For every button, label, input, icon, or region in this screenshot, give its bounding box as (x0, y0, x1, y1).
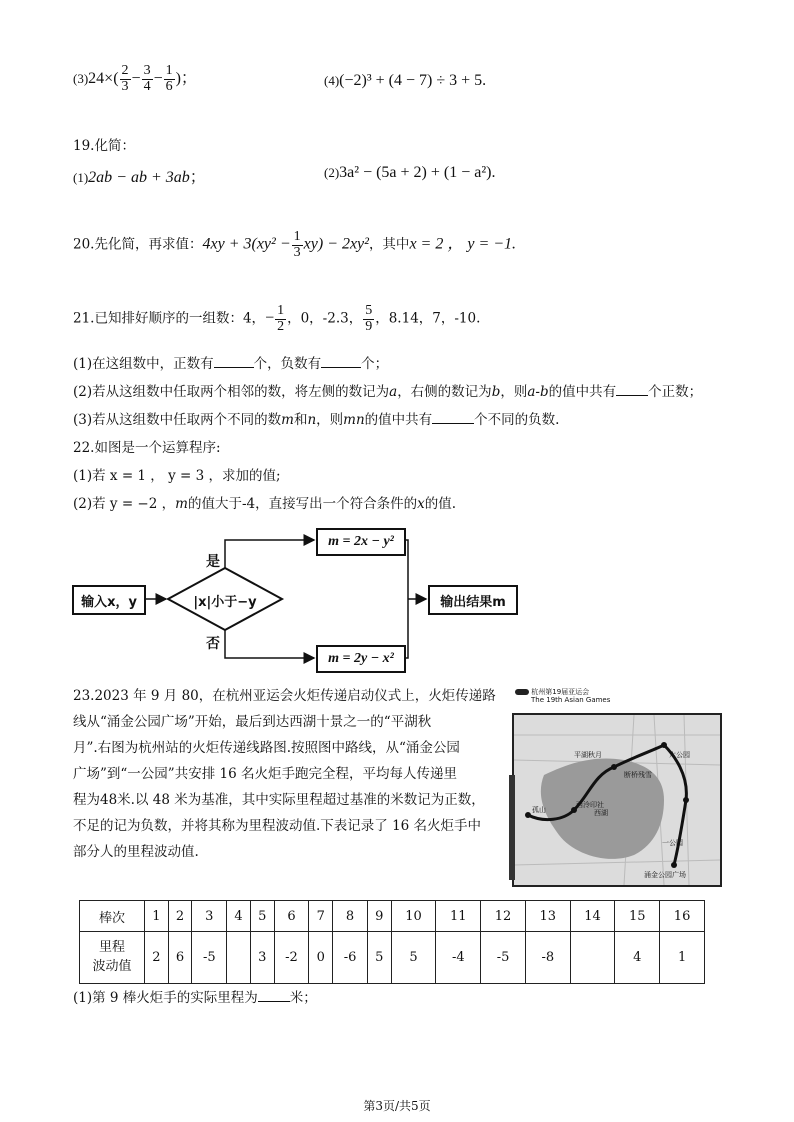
table-cell: 9 (367, 901, 391, 932)
problem22-q1: (1)若 x = 1 ， y = 3 ，求加的值; (73, 468, 281, 484)
problem21-q1: (1)在这组数中，正数有 个，负数有 个； (73, 356, 389, 372)
torch-handle-graphic (509, 775, 515, 880)
table-header: 里程 波动值 (80, 932, 145, 984)
table-header: 棒次 (80, 901, 145, 932)
table-cell: 16 (660, 901, 705, 932)
flow-bottom-box: m = 2y − x² (316, 645, 406, 673)
problem23-line: 部分人的里程波动值. (73, 844, 199, 860)
table-cell: -5 (481, 932, 526, 984)
table-cell: 14 (570, 901, 615, 932)
table-cell: 5 (391, 932, 436, 984)
problem19-heading: 19.化简： (73, 138, 135, 154)
table-cell: 11 (436, 901, 481, 932)
table-cell: -2 (274, 932, 309, 984)
problem23-line: 月”.右图为杭州站的火炬传递线路图.按照图中路线，从“涌金公园 (73, 740, 460, 756)
problem23-q1: (1)第 9 棒火炬手的实际里程为 米； (73, 990, 317, 1006)
table-cell: 1 (145, 901, 169, 932)
table-cell: 12 (481, 901, 526, 932)
problem22-q2: (2)若 y = −2 ，m的值大于-4，直接写出一个符合条件的x的值. (73, 496, 457, 512)
problem21-q3: (3)若从这组数中任取两个不同的数m和n，则mn的值中共有 个不同的负数. (73, 412, 560, 428)
flow-output-box: 输出结果m (428, 585, 518, 615)
table-cell: 3 (250, 932, 274, 984)
table-cell: 3 (192, 901, 227, 932)
problem23-line: 广场”到“一公园”共安排 16 名火炬手跑完全程，平均每人传递里 (73, 766, 457, 782)
table-cell (570, 932, 615, 984)
fraction: $\frac{1}{6}$ (165, 63, 173, 94)
problem22-heading: 22.如图是一个运算程序: (73, 440, 221, 456)
flow-top-box: m = 2x − y² (316, 528, 406, 556)
table-cell: 13 (525, 901, 570, 932)
fraction: $\frac{1}{2}$ (277, 303, 285, 334)
table-cell: 5 (367, 932, 391, 984)
fraction: $\frac{5}{9}$ (365, 303, 373, 334)
table-cell: 4 (227, 901, 251, 932)
table-cell: 6 (274, 901, 309, 932)
problem18-item4: (4)(−2)³ + (4 − 7) ÷ 3 + 5. (324, 72, 487, 89)
item-label: (3) (73, 70, 89, 86)
page-footer: 第3页/共5页 (363, 1099, 431, 1113)
fraction: $\frac{2}{3}$ (121, 63, 129, 94)
table-cell: 4 (615, 932, 660, 984)
problem23-line: 23.2023 年 9 月 80，在杭州亚运会火炬传递启动仪式上，火炬传递路 (73, 688, 496, 704)
table-cell: 2 (145, 932, 169, 984)
table-cell: -6 (333, 932, 368, 984)
flow-input-box: 输入x，y (72, 585, 146, 615)
problem21-q2: (2)若从这组数中任取两个相邻的数，将左侧的数记为a，右侧的数记为b，则a-b的值中共有 个正数； (73, 384, 703, 400)
map-logo: 杭州第19届亚运会 The 19th Asian Games (515, 689, 610, 704)
table-cell: 10 (391, 901, 436, 932)
table-cell: 0 (309, 932, 333, 984)
problem21-intro: 21.已知排好顺序的一组数：4，− $\frac{1}{2}$ ，0，-2.3， $\frac{5}{9}$ ，8.14，7，-10. (73, 303, 481, 334)
flow-decision-label: |x|小于−y (193, 595, 257, 610)
flow-no-label: 否 (206, 636, 220, 652)
problem19-item2: (2)3a² − (5a + 2) + (1 − a²). (324, 164, 496, 181)
table-cell: 5 (250, 901, 274, 932)
fraction: $\frac{1}{3}$ (293, 229, 301, 260)
map-label: 西湖 (594, 809, 608, 817)
problem20: 20.先化简，再求值：4xy + 3(xy² − $\frac{1}{3}$ xy) − 2xy²，其中x = 2 ， y = −1. (73, 229, 517, 260)
map-label: 孤山 (532, 806, 546, 814)
mileage-table (79, 900, 705, 984)
table-cell: 8 (333, 901, 368, 932)
problem23-line: 程为48米.以 48 米为基准，其中实际里程超过基准的米数记为正数， (73, 792, 485, 808)
fraction: $\frac{3}{4}$ (143, 63, 151, 94)
table-row (80, 932, 705, 984)
logo-icon (515, 689, 529, 695)
answer-blank[interactable] (258, 989, 290, 1002)
table-cell: 7 (309, 901, 333, 932)
table-row (80, 901, 705, 932)
route-svg (514, 715, 720, 885)
problem23-line: 线从“涌金公园广场”开始，最后到达西湖十景之一的“平湖秋 (73, 714, 432, 730)
table-cell: 2 (168, 901, 192, 932)
map-label: 平湖秋月 (574, 751, 602, 759)
table-cell (227, 932, 251, 984)
map-label: 六公园 (669, 751, 690, 759)
table-cell: 1 (660, 932, 705, 984)
map-label: 断桥残雪 (624, 771, 652, 779)
problem19-item1: (1)2ab − ab + 3ab； (73, 169, 206, 186)
problem23-line: 不足的记为负数，并将其称为里程波动值.下表记录了 16 名火炬手中 (73, 818, 482, 834)
map-label: 涌金公园广场 (644, 871, 686, 879)
problem18-item3: (3)24×( $\frac{2}{3}$ − $\frac{3}{4}$ − $\frac{1}{6}$ )； (73, 63, 197, 94)
table-cell: 15 (615, 901, 660, 932)
torch-route-map (512, 713, 722, 887)
map-label: 一公园 (662, 839, 683, 847)
flow-yes-label: 是 (206, 554, 220, 570)
table-cell: -4 (436, 932, 481, 984)
table-cell: 6 (168, 932, 192, 984)
table-cell: -5 (192, 932, 227, 984)
map-label: 西泠印社 (576, 801, 604, 809)
table-cell: -8 (525, 932, 570, 984)
